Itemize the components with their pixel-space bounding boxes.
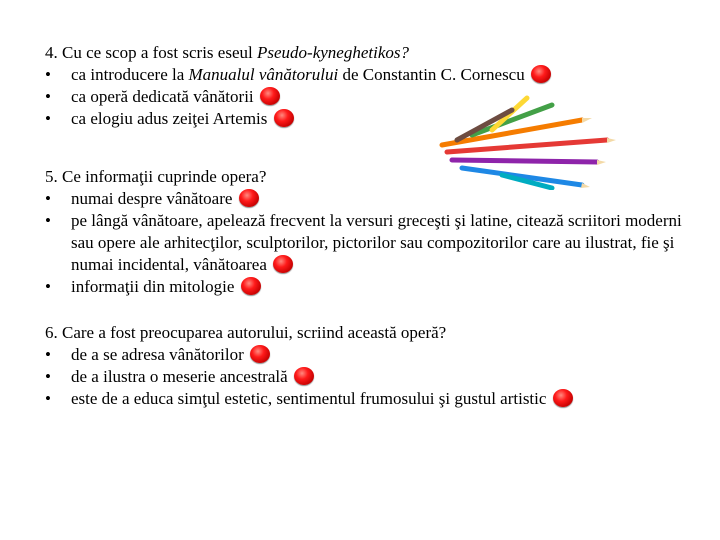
q4-option-1: • ca introducere la Manualul vânătorului de Constantin C. Cornescu: [45, 64, 551, 86]
q5-option-3-answer-button-icon[interactable]: [241, 277, 261, 295]
q4-option-3: • ca elogiu adus zeiţei Artemis: [45, 108, 551, 130]
q6-option-1: • de a se adresa vânătorilor: [45, 344, 573, 366]
q6-option-1-answer-button-icon[interactable]: [250, 345, 270, 363]
q6-option-2-answer-button-icon[interactable]: [294, 367, 314, 385]
q5-option-2: • pe lângă vânătoare, apelează frecvent la versuri greceşti şi latine, citează scriitori moderni sau opere ale arhitecţilor, sculptorilor, pictorilor sau compozitorilor care au ilustrat, fie şi numai incidental, vânătoarea: [45, 211, 682, 274]
question-4-title: 4. Cu ce scop a fost scris eseul Pseudo-kyneghetikos?: [45, 43, 409, 62]
question-5: [45, 166, 691, 298]
q5-option-2-answer-button-icon[interactable]: [273, 255, 293, 273]
q4-option-2-answer-button-icon[interactable]: [260, 87, 280, 105]
q6-option-2: • de a ilustra o meserie ancestrală: [45, 366, 573, 388]
q5-option-1-answer-button-icon[interactable]: [239, 189, 259, 207]
question-5-title: 5. Ce informaţii cuprinde opera?: [45, 167, 267, 186]
question-6: [45, 322, 573, 410]
q5-option-3: • informaţii din mitologie: [45, 276, 691, 298]
q4-option-3-answer-button-icon[interactable]: [274, 109, 294, 127]
q4-option-1-answer-button-icon[interactable]: [531, 65, 551, 83]
question-6-title: 6. Care a fost preocuparea autorului, scriind această operă?: [45, 323, 447, 342]
q4-option-2: • ca operă dedicată vânătorii: [45, 86, 551, 108]
q6-option-3: • este de a educa simţul estetic, sentimentul frumosului şi gustul artistic: [45, 388, 573, 410]
q6-option-3-answer-button-icon[interactable]: [553, 389, 573, 407]
q5-option-1: • numai despre vânătoare: [45, 188, 691, 210]
